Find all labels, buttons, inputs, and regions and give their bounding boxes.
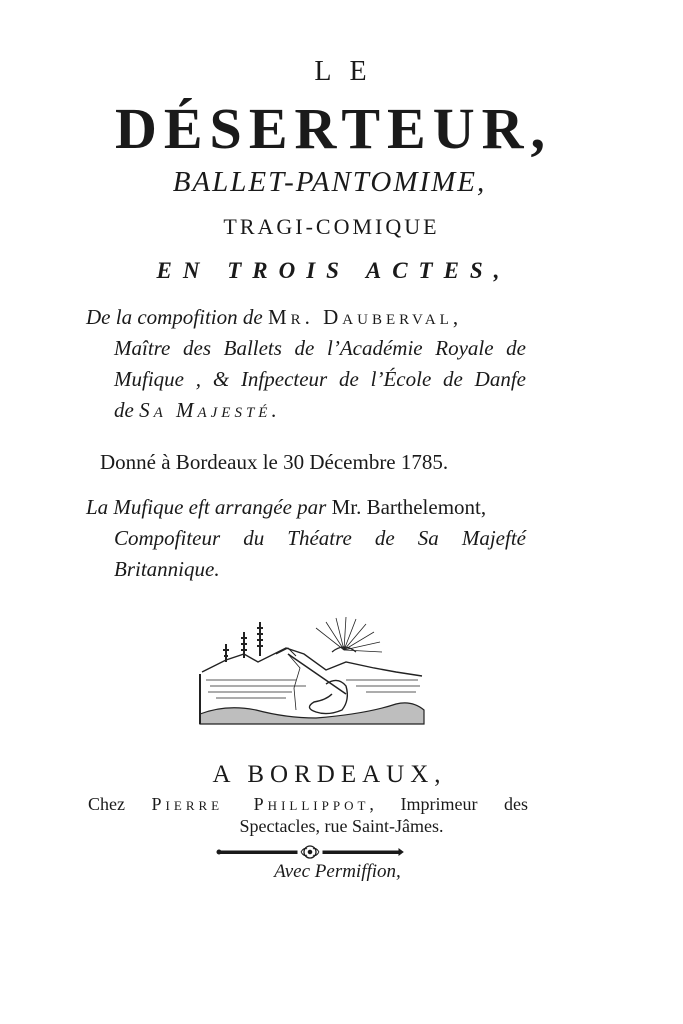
composition-credit: [86, 302, 526, 426]
printer-address: Spectacles, rue Saint-Jâmes.: [239, 816, 444, 836]
arranger-name: Mr. Barthelemont,: [331, 495, 487, 519]
composition-line-1: [86, 302, 526, 333]
music-line-1: La Mufique eft arrangée par Mr. Barthelemont,: [86, 495, 487, 519]
printer-name: Pierre Phillippot: [151, 794, 370, 814]
page-title: DÉSERTEUR,: [114, 96, 552, 161]
composition-line-2: Maître des Ballets de l’Académie Royale de: [114, 336, 526, 360]
genre: TRAGI-COMIQUE: [223, 214, 440, 239]
music-credit: [86, 492, 526, 585]
composer-name: Mr. Dauberval,: [267, 305, 463, 329]
title-article: LE: [314, 56, 385, 87]
ornamental-rule-icon: [215, 845, 405, 859]
performance-date: Donné à Bordeaux le 30 Décembre 1785.: [100, 450, 449, 474]
music-line-3: Britannique.: [114, 557, 220, 581]
printer-line: Chez Pierre Phillippot, Imprimeur des: [88, 794, 528, 814]
composition-prefix: De la compofition de: [86, 305, 263, 329]
composition-line-4: de Sa Majesté.: [114, 398, 281, 422]
composition-line-3: Mufique , & Infpecteur de l’École de Danfe: [114, 367, 526, 391]
landscape-vignette-icon: [196, 614, 428, 730]
music-line-2: Compofiteur du Théatre de Sa Majefté: [114, 526, 526, 550]
permission-note: Avec Permiffion,: [274, 861, 401, 882]
subtitle: BALLET-PANTOMIME,: [172, 166, 487, 198]
imprint-city: A BORDEAUX,: [212, 761, 447, 788]
majesty: Sa Majesté.: [139, 398, 281, 422]
acts: EN TROIS ACTES,: [156, 258, 511, 283]
